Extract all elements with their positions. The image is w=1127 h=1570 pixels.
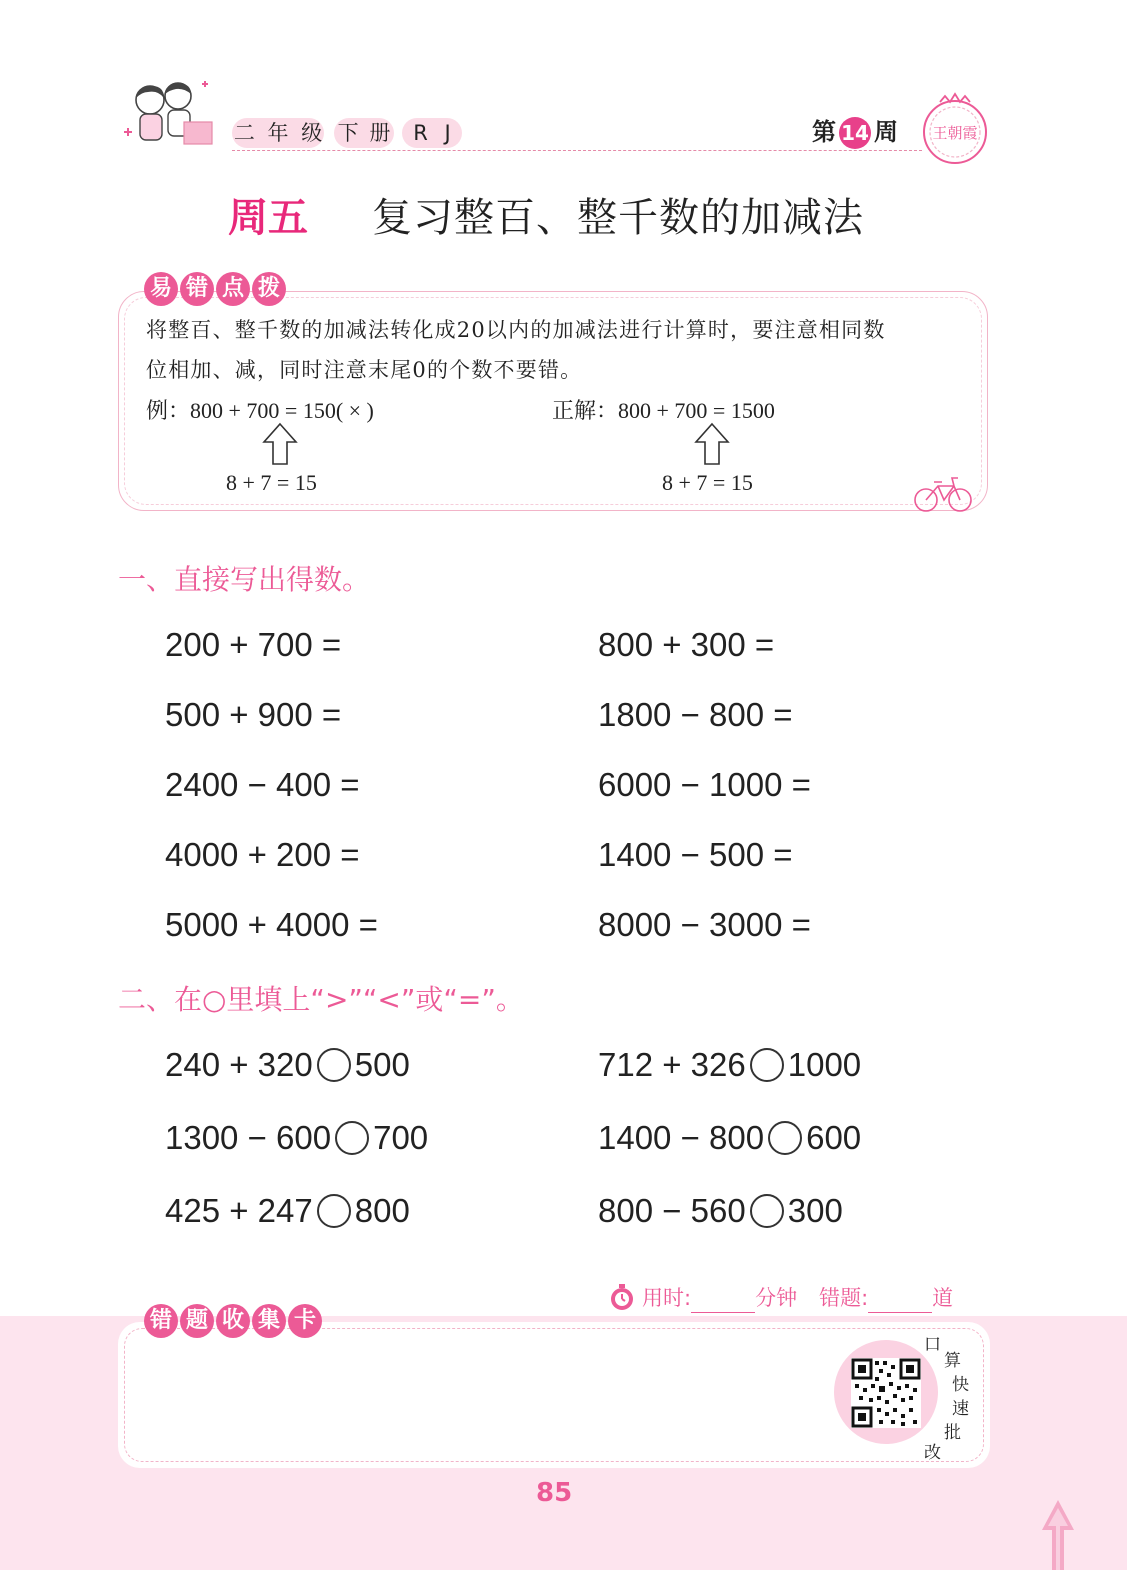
header-divider	[232, 150, 922, 151]
section-2-heading: 二、在○里填上“>”“<”或“=”。	[118, 983, 524, 1016]
card-label-char: 错	[144, 1304, 178, 1338]
bicycle-icon	[912, 474, 974, 514]
compare-answer-circle[interactable]	[317, 1194, 351, 1228]
time-label: 用时:	[642, 1286, 692, 1310]
grade-char: 级	[301, 121, 323, 145]
card-label-char: 卡	[288, 1304, 322, 1338]
compare-answer-circle[interactable]	[335, 1121, 369, 1155]
page-number: 85	[536, 1478, 573, 1508]
compare-left-expr: 1400 − 800	[598, 1119, 765, 1156]
title-day: 周五	[228, 195, 308, 241]
calc-problem: 5000 + 4000 =	[165, 906, 378, 943]
week-number: 14	[839, 117, 871, 149]
wrong-card-label	[144, 1304, 322, 1338]
calc-problem: 2400 − 400 =	[165, 766, 360, 803]
errors-blank[interactable]	[868, 1288, 932, 1313]
hint-right: 8 + 7 = 15	[662, 470, 753, 495]
grade-chip-group	[232, 118, 324, 148]
brand-stamp-logo	[918, 92, 992, 166]
compare-problem	[165, 1046, 410, 1086]
svg-text:王朝霞: 王朝霞	[932, 124, 978, 142]
calc-problem: 800 + 300 =	[598, 626, 775, 663]
section-1-heading: 一、直接写出得数。	[118, 563, 371, 596]
side-char: 算	[944, 1351, 961, 1371]
tip-label-char: 易	[144, 272, 178, 306]
compare-right-value: 600	[806, 1119, 862, 1156]
grade-char: 年	[267, 121, 289, 145]
calc-problem: 1800 − 800 =	[598, 696, 793, 733]
time-blank[interactable]	[691, 1288, 755, 1313]
edition-char: J	[444, 121, 451, 145]
side-char: 快	[952, 1375, 969, 1395]
calc-problem: 8000 − 3000 =	[598, 906, 811, 943]
calc-problem: 1400 − 500 =	[598, 836, 793, 873]
compare-right-value: 800	[354, 1192, 410, 1229]
compare-problem	[598, 1192, 843, 1232]
example-correct: 正解：800 + 700 = 1500	[552, 398, 775, 423]
compare-left-expr: 425 + 247	[165, 1192, 313, 1229]
volume-chip-group	[334, 118, 394, 148]
grade-char: 二	[233, 121, 255, 145]
errors-unit: 道	[932, 1286, 954, 1310]
compare-right-value: 1000	[787, 1046, 862, 1083]
compare-answer-circle[interactable]	[768, 1121, 802, 1155]
tip-label-char: 点	[216, 272, 250, 306]
compare-answer-circle[interactable]	[750, 1194, 784, 1228]
compare-problem	[598, 1119, 861, 1159]
edition-chip-group	[402, 118, 462, 148]
compare-problem	[165, 1119, 428, 1159]
tip-label-char: 拨	[252, 272, 286, 306]
compare-left-expr: 712 + 326	[598, 1046, 746, 1083]
kids-illustration-icon	[118, 74, 218, 156]
compare-answer-circle[interactable]	[750, 1048, 784, 1082]
compare-problem	[165, 1192, 410, 1232]
calc-problem: 500 + 900 =	[165, 696, 342, 733]
compare-left-expr: 800 − 560	[598, 1192, 746, 1229]
week-prefix: 第	[812, 118, 836, 146]
qr-code-icon[interactable]	[851, 1358, 921, 1428]
card-label-char: 收	[216, 1304, 250, 1338]
tip-label-char: 错	[180, 272, 214, 306]
compare-right-value: 300	[787, 1192, 843, 1229]
side-char: 口	[924, 1335, 941, 1355]
page-title: 复习整百、整千数的加减法	[372, 195, 864, 241]
tip-text-line-1: 将整百、整千数的加减法转化成20以内的加减法进行计算时，要注意相同数	[146, 318, 886, 342]
calc-problem: 4000 + 200 =	[165, 836, 360, 873]
up-arrow-icon	[694, 422, 730, 466]
side-char: 改	[924, 1443, 941, 1463]
time-errors-row	[608, 1282, 953, 1313]
tip-text-line-2: 位相加、减，同时注意末尾0的个数不要错。	[146, 358, 583, 382]
compare-answer-circle[interactable]	[317, 1048, 351, 1082]
volume-char: 下	[337, 121, 359, 145]
card-label-char: 集	[252, 1304, 286, 1338]
example-wrong: 例：800 + 700 = 150( × )	[146, 398, 374, 423]
volume-char: 册	[369, 121, 391, 145]
tip-label	[144, 272, 286, 306]
compare-right-value: 700	[373, 1119, 429, 1156]
compare-right-value: 500	[354, 1046, 410, 1083]
errors-label: 错题:	[819, 1286, 869, 1310]
hint-left: 8 + 7 = 15	[226, 470, 317, 495]
pencil-arrow-decoration-icon	[1040, 1500, 1076, 1570]
time-unit: 分钟	[755, 1286, 798, 1310]
week-suffix: 周	[874, 118, 898, 146]
edition-char: R	[413, 121, 428, 145]
compare-left-expr: 1300 − 600	[165, 1119, 332, 1156]
side-char: 批	[944, 1423, 961, 1443]
calc-problem: 6000 − 1000 =	[598, 766, 811, 803]
week-indicator	[812, 112, 898, 149]
stopwatch-icon	[608, 1283, 636, 1311]
side-char: 速	[952, 1399, 969, 1419]
compare-problem	[598, 1046, 861, 1086]
calc-problem: 200 + 700 =	[165, 626, 342, 663]
up-arrow-icon	[262, 422, 298, 466]
compare-left-expr: 240 + 320	[165, 1046, 313, 1083]
card-label-char: 题	[180, 1304, 214, 1338]
